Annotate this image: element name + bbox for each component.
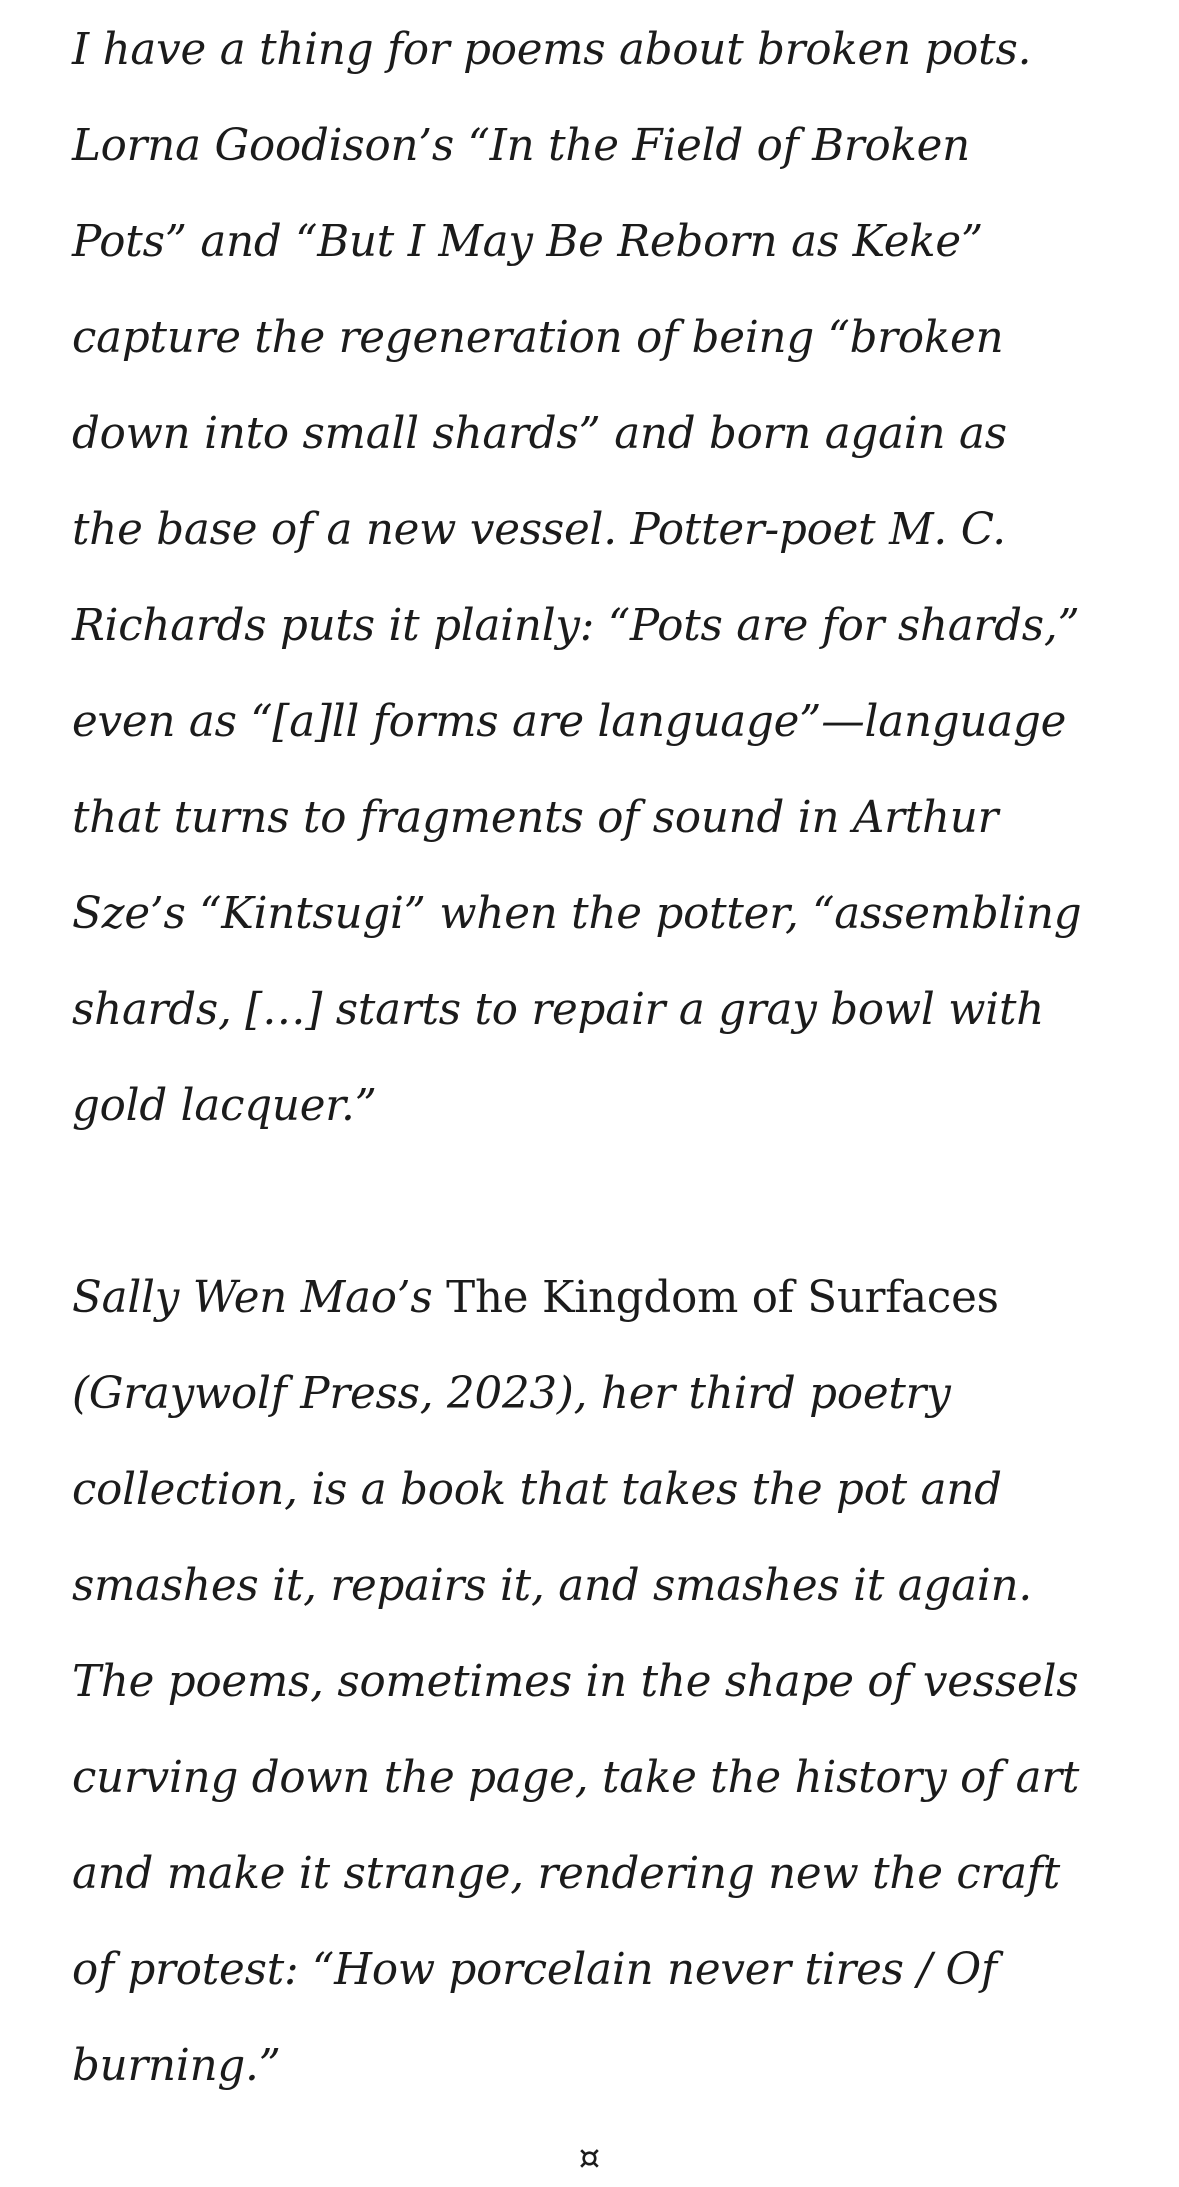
text-line: even as “[a]ll forms are language”—language (72, 697, 1067, 747)
text-line: I have a thing for poems about broken pots. (72, 25, 1032, 75)
text-line: down into small shards” and born again as (72, 409, 1007, 459)
text-line: Richards puts it plainly: “Pots are for shards,” (72, 601, 1080, 651)
text-line: Sze’s “Kintsugi” when the potter, “assembling (72, 889, 1082, 939)
paragraph-kingdom-of-surfaces (72, 1250, 1132, 2114)
article-body (72, 0, 1132, 2114)
text-line: smashes it, repairs it, and smashes it again. (72, 1561, 1033, 1611)
text-line: The poems, sometimes in the shape of vessels (72, 1657, 1079, 1707)
text-line (72, 1250, 1132, 1346)
text-line: (Graywolf Press, 2023), her third poetry (72, 1369, 951, 1419)
text-line: Lorna Goodison’s “In the Field of Broken (72, 121, 970, 171)
paragraph-broken-pots (72, 0, 1132, 1154)
text-line: and make it strange, rendering new the craft (72, 1849, 1061, 1899)
text-line: curving down the page, take the history of art (72, 1753, 1080, 1803)
text-line: shards, […] starts to repair a gray bowl with (72, 985, 1045, 1035)
book-title: The Kingdom of Surfaces (446, 1273, 999, 1323)
author-name: Sally Wen Mao’s (72, 1273, 447, 1323)
text-line: collection, is a book that takes the pot and (72, 1465, 1002, 1515)
text-line: of protest: “How porcelain never tires / Of (72, 1945, 997, 1995)
text-line: that turns to fragments of sound in Arthur (72, 793, 999, 843)
text-line: the base of a new vessel. Potter-poet M. C. (72, 505, 1006, 555)
text-line: burning.” (72, 2041, 281, 2091)
text-line: gold lacquer.” (72, 1081, 377, 1131)
section-break-ornament-icon: ¤ (578, 2138, 601, 2178)
text-line: capture the regeneration of being “broken (72, 313, 1004, 363)
text-line: Pots” and “But I May Be Reborn as Keke” (72, 217, 984, 267)
